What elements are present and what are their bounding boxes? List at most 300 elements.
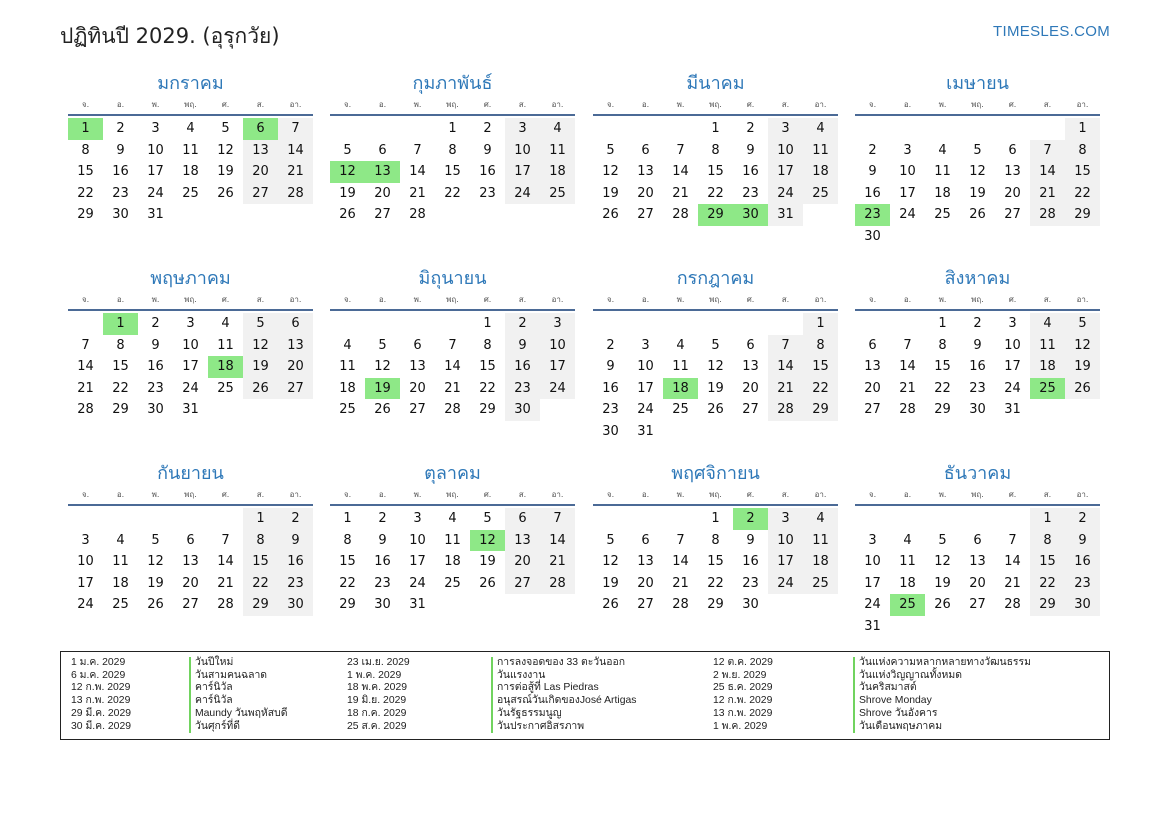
day-cell: 9	[278, 530, 313, 552]
weekday-label: ส.	[781, 490, 790, 499]
legend-holiday-name: วันศุกร์ที่ดี	[195, 720, 241, 732]
day-cell: 22	[803, 378, 838, 400]
empty-cell	[103, 508, 138, 530]
weekday-label: ส.	[781, 100, 790, 109]
day-cell: 3	[641, 337, 650, 353]
day-cell: 5	[243, 313, 278, 335]
day-cell: 9	[378, 532, 387, 548]
empty-cell	[890, 313, 925, 335]
month-name: ธันวาคม	[943, 463, 1012, 484]
day-cell: 16	[479, 164, 496, 180]
legend-date: 19 มิ.ย. 2029	[347, 695, 407, 707]
empty-cell	[995, 508, 1030, 530]
day-cell: 13	[1004, 164, 1021, 180]
day-cell: 14	[540, 530, 575, 552]
day-cell: 22	[1065, 183, 1100, 205]
day-cell: 17	[182, 359, 199, 375]
day-cell: 9	[1065, 530, 1100, 552]
day-cell: 30	[969, 402, 986, 418]
weekday-label: ส.	[256, 490, 265, 499]
legend-holiday-name: วันประกาศอิสรภาพ	[497, 720, 585, 732]
weekday-label: พ.	[413, 490, 422, 499]
day-grid	[855, 508, 1100, 638]
day-cell: 23	[1065, 573, 1100, 595]
day-cell: 28	[768, 399, 803, 421]
day-cell: 19	[969, 185, 986, 201]
day-cell: 29	[1030, 594, 1065, 616]
day-cell: 21	[672, 185, 689, 201]
day-cell: 25	[672, 402, 689, 418]
day-cell: 16	[602, 380, 619, 396]
day-cell: 14	[1030, 161, 1065, 183]
weekday-label: พ.	[676, 295, 685, 304]
day-cell: 5	[343, 142, 352, 158]
day-cell: 24	[505, 183, 540, 205]
weekday-header	[330, 486, 575, 506]
empty-cell	[768, 313, 803, 335]
day-cell: 8	[1065, 140, 1100, 162]
day-cell: 18	[803, 161, 838, 183]
weekday-header	[68, 486, 313, 506]
weekday-label: อา.	[289, 295, 302, 304]
day-cell: 20	[409, 380, 426, 396]
day-grid	[593, 313, 838, 443]
day-cell: 30	[602, 423, 619, 439]
day-cell: 15	[707, 164, 724, 180]
day-cell: 20	[1004, 185, 1021, 201]
empty-cell	[855, 508, 890, 530]
month-block	[855, 267, 1100, 421]
weekday-label: ศ.	[221, 295, 230, 304]
brand-link[interactable]: TIMESLES.COM	[993, 23, 1110, 40]
weekday-label: ศ.	[483, 490, 492, 499]
day-cell: 10	[1004, 337, 1021, 353]
month-block	[330, 72, 575, 226]
day-cell: 23	[742, 575, 759, 591]
day-cell: 1	[1065, 118, 1100, 140]
legend-names-col-1	[189, 657, 287, 733]
day-cell: 12	[707, 359, 724, 375]
day-cell: 20	[864, 380, 881, 396]
day-cell: 5	[221, 121, 230, 136]
day-cell: 20	[742, 380, 759, 396]
empty-cell	[628, 508, 663, 530]
weekday-label: จ.	[606, 490, 615, 499]
day-cell: 27	[969, 597, 986, 613]
day-cell: 16	[505, 356, 540, 378]
day-cell: 23	[112, 185, 129, 201]
day-cell: 20	[278, 356, 313, 378]
day-cell: 21	[278, 161, 313, 183]
legend-date: 12 ก.พ. 2029	[713, 695, 773, 707]
weekday-label: อ.	[903, 295, 912, 304]
day-cell: 12	[243, 335, 278, 357]
day-cell: 2	[606, 337, 615, 353]
day-cell: 21	[1030, 183, 1065, 205]
day-cell: 23	[479, 185, 496, 201]
weekday-label: พฤ.	[971, 490, 984, 499]
day-cell: 7	[676, 142, 685, 158]
weekday-label: ส.	[1043, 100, 1052, 109]
day-cell: 28	[672, 207, 689, 223]
day-cell: 9	[973, 337, 982, 353]
day-cell: 28	[1004, 597, 1021, 613]
day-cell: 30	[278, 594, 313, 616]
legend-names-col-3	[853, 657, 1031, 733]
day-cell: 12	[934, 554, 951, 570]
day-grid	[593, 118, 838, 226]
day-cell: 16	[742, 554, 759, 570]
day-cell: 27	[505, 573, 540, 595]
month-name: มกราคม	[157, 73, 224, 94]
day-cell: 15	[77, 164, 94, 180]
day-cell: 13	[742, 359, 759, 375]
day-cell: 30	[742, 597, 759, 613]
weekday-label: อ.	[116, 295, 125, 304]
day-cell: 28	[540, 573, 575, 595]
weekday-label: จ.	[606, 295, 615, 304]
day-cell: 10	[637, 359, 654, 375]
day-cell: 8	[448, 142, 457, 158]
day-cell: 28	[77, 402, 94, 418]
day-cell: 24	[864, 597, 881, 613]
weekday-label: จ.	[868, 490, 877, 499]
day-cell: 12	[602, 554, 619, 570]
weekday-label: อา.	[814, 295, 827, 304]
day-cell: 24	[409, 575, 426, 591]
weekday-label: อ.	[641, 100, 650, 109]
day-cell: 2	[378, 511, 387, 526]
day-cell: 16	[147, 359, 164, 375]
day-cell: 19	[339, 185, 356, 201]
day-cell: 22	[707, 575, 724, 591]
weekday-label: พฤ.	[184, 490, 197, 499]
day-cell: 27	[182, 597, 199, 613]
day-cell: 15	[1065, 161, 1100, 183]
day-cell: 21	[77, 380, 94, 396]
day-cell: 22	[243, 573, 278, 595]
empty-cell	[435, 313, 470, 335]
day-cell: 19	[602, 575, 619, 591]
day-cell: 30	[147, 402, 164, 418]
legend-holiday-name: Shrove วันอังคาร	[859, 707, 938, 719]
day-cell: 4	[1030, 313, 1065, 335]
month-name: มีนาคม	[686, 73, 745, 94]
day-cell: 31	[182, 402, 199, 418]
day-cell: 2	[483, 121, 492, 136]
day-cell: 5	[606, 532, 615, 548]
legend-dates-col-1	[71, 657, 131, 733]
day-cell: 1	[938, 316, 947, 331]
day-cell: 28	[444, 402, 461, 418]
day-cell: 25	[444, 575, 461, 591]
weekday-label: ศ.	[1008, 295, 1017, 304]
day-cell: 1	[343, 511, 352, 526]
day-cell: 21	[1004, 575, 1021, 591]
day-cell: 19	[934, 575, 951, 591]
day-cell: 18	[112, 575, 129, 591]
day-cell: 10	[147, 142, 164, 158]
weekday-label: อา.	[1076, 490, 1089, 499]
weekday-label: จ.	[606, 100, 615, 109]
day-cell: 25	[803, 573, 838, 595]
day-cell: 17	[899, 185, 916, 201]
holiday-day-cell: 1	[68, 118, 103, 140]
weekday-label: ศ.	[746, 295, 755, 304]
day-cell: 9	[151, 337, 160, 353]
weekday-label: อ.	[378, 295, 387, 304]
day-cell: 24	[147, 185, 164, 201]
weekday-label: ศ.	[746, 100, 755, 109]
weekday-label: อ.	[903, 100, 912, 109]
empty-cell	[663, 118, 698, 140]
day-cell: 28	[409, 207, 426, 223]
day-cell: 23	[374, 575, 391, 591]
day-cell: 26	[339, 207, 356, 223]
empty-cell	[890, 508, 925, 530]
day-cell: 2	[868, 142, 877, 158]
day-cell: 14	[768, 356, 803, 378]
day-cell: 3	[540, 313, 575, 335]
weekday-label: พฤ.	[971, 100, 984, 109]
day-cell: 26	[217, 185, 234, 201]
day-cell: 26	[707, 402, 724, 418]
day-cell: 23	[505, 378, 540, 400]
day-cell: 16	[969, 359, 986, 375]
day-cell: 23	[742, 185, 759, 201]
weekday-label: ศ.	[221, 100, 230, 109]
day-cell: 11	[672, 359, 689, 375]
weekday-label: พ.	[151, 295, 160, 304]
day-cell: 20	[969, 575, 986, 591]
weekday-label: อา.	[814, 100, 827, 109]
legend-date: 18 ก.ค. 2029	[347, 707, 407, 719]
month-name: เมษายน	[946, 73, 1009, 94]
weekday-header	[855, 486, 1100, 506]
empty-cell	[733, 313, 768, 335]
weekday-label: จ.	[81, 100, 90, 109]
day-grid	[330, 313, 575, 421]
day-cell: 16	[1065, 551, 1100, 573]
weekday-header	[68, 291, 313, 311]
empty-cell	[400, 313, 435, 335]
day-cell: 15	[707, 554, 724, 570]
day-grid	[68, 118, 313, 226]
day-cell: 17	[768, 161, 803, 183]
holiday-day-cell: 2	[733, 508, 768, 530]
day-cell: 9	[116, 142, 125, 158]
weekday-label: จ.	[868, 100, 877, 109]
day-cell: 14	[1004, 554, 1021, 570]
legend-holiday-name: วันแห่งความหลากหลายทางวัฒนธรรม	[859, 657, 1031, 668]
legend-date: 1 พ.ค. 2029	[347, 669, 402, 681]
weekday-label: อ.	[116, 100, 125, 109]
day-cell: 7	[221, 532, 230, 548]
holiday-day-cell: 30	[733, 204, 768, 226]
weekday-label: พ.	[938, 100, 947, 109]
day-cell: 24	[182, 380, 199, 396]
day-cell: 2	[1065, 508, 1100, 530]
day-cell: 7	[1008, 532, 1017, 548]
day-cell: 1	[711, 121, 720, 136]
day-cell: 25	[803, 183, 838, 205]
weekday-label: อ.	[641, 490, 650, 499]
holiday-legend	[60, 651, 1110, 740]
day-cell: 28	[1030, 204, 1065, 226]
empty-cell	[663, 313, 698, 335]
day-grid	[593, 508, 838, 616]
day-cell: 4	[221, 316, 230, 331]
day-cell: 2	[505, 313, 540, 335]
weekday-header	[593, 486, 838, 506]
legend-holiday-name: วันแรงงาน	[497, 669, 546, 681]
day-cell: 4	[540, 118, 575, 140]
day-cell: 29	[112, 402, 129, 418]
weekday-header	[593, 96, 838, 116]
day-cell: 29	[1065, 204, 1100, 226]
weekday-header	[593, 291, 838, 311]
empty-cell	[855, 313, 890, 335]
empty-cell	[365, 313, 400, 335]
empty-cell	[593, 118, 628, 140]
day-cell: 16	[278, 551, 313, 573]
day-cell: 20	[374, 185, 391, 201]
page-title: ปฏิทินปี 2029. (อุรุกวัย)	[60, 24, 280, 48]
day-cell: 11	[217, 337, 234, 353]
empty-cell	[138, 508, 173, 530]
day-cell: 4	[938, 142, 947, 158]
empty-cell	[68, 508, 103, 530]
weekday-label: อา.	[814, 490, 827, 499]
day-cell: 14	[217, 554, 234, 570]
day-cell: 21	[217, 575, 234, 591]
day-cell: 28	[672, 597, 689, 613]
day-cell: 8	[483, 337, 492, 353]
weekday-label: ส.	[518, 295, 527, 304]
day-cell: 2	[151, 316, 160, 331]
legend-dates-col-2	[347, 657, 410, 733]
holiday-day-cell: 12	[330, 161, 365, 183]
month-name: กุมภาพันธ์	[412, 73, 493, 94]
day-cell: 6	[1008, 142, 1017, 158]
empty-cell	[330, 118, 365, 140]
month-name: พฤศจิกายน	[671, 463, 760, 484]
day-cell: 31	[864, 618, 881, 634]
weekday-label: พ.	[676, 100, 685, 109]
day-cell: 15	[803, 356, 838, 378]
day-cell: 26	[243, 378, 278, 400]
weekday-label: จ.	[343, 100, 352, 109]
day-cell: 1	[243, 508, 278, 530]
empty-cell	[890, 118, 925, 140]
day-cell: 19	[1065, 356, 1100, 378]
day-cell: 4	[448, 511, 457, 526]
day-cell: 25	[182, 185, 199, 201]
day-cell: 13	[243, 140, 278, 162]
day-cell: 7	[448, 337, 457, 353]
weekday-label: ศ.	[483, 295, 492, 304]
day-cell: 24	[899, 207, 916, 223]
day-cell: 3	[768, 508, 803, 530]
day-cell: 12	[147, 554, 164, 570]
holiday-day-cell: 13	[365, 161, 400, 183]
legend-holiday-name: วันแห่งวิญญาณทั้งหมด	[859, 669, 962, 681]
day-cell: 19	[479, 554, 496, 570]
legend-date: 18 พ.ค. 2029	[347, 682, 408, 694]
weekday-label: ส.	[256, 295, 265, 304]
day-cell: 19	[707, 380, 724, 396]
day-cell: 4	[803, 508, 838, 530]
legend-date: 13 ก.พ. 2029	[71, 695, 131, 707]
day-cell: 18	[1030, 356, 1065, 378]
legend-holiday-name: วันคริสมาสต์	[859, 682, 917, 694]
day-cell: 15	[1030, 551, 1065, 573]
day-cell: 31	[637, 423, 654, 439]
day-cell: 8	[116, 337, 125, 353]
day-cell: 7	[278, 118, 313, 140]
legend-date: 6 ม.ค. 2029	[71, 669, 126, 681]
day-cell: 17	[147, 164, 164, 180]
legend-holiday-name: วันสามคนฉลาด	[195, 669, 268, 681]
day-cell: 8	[803, 335, 838, 357]
weekday-label: อา.	[1076, 295, 1089, 304]
day-cell: 6	[278, 313, 313, 335]
day-cell: 27	[243, 183, 278, 205]
day-cell: 31	[147, 207, 164, 223]
day-cell: 4	[343, 337, 352, 353]
day-cell: 12	[602, 164, 619, 180]
day-grid	[855, 118, 1100, 248]
day-cell: 17	[864, 575, 881, 591]
day-cell: 17	[409, 554, 426, 570]
day-cell: 24	[768, 183, 803, 205]
day-cell: 13	[637, 554, 654, 570]
day-cell: 11	[934, 164, 951, 180]
day-cell: 3	[81, 532, 90, 548]
day-cell: 6	[378, 142, 387, 158]
month-name: ตุลาคม	[424, 463, 481, 484]
weekday-label: พ.	[938, 490, 947, 499]
day-cell: 11	[899, 554, 916, 570]
weekday-label: จ.	[343, 490, 352, 499]
weekday-label: พฤ.	[709, 490, 722, 499]
day-cell: 4	[803, 118, 838, 140]
empty-cell	[68, 313, 103, 335]
weekday-label: จ.	[868, 295, 877, 304]
day-cell: 26	[602, 597, 619, 613]
weekday-label: ส.	[518, 490, 527, 499]
day-cell: 12	[374, 359, 391, 375]
day-cell: 10	[899, 164, 916, 180]
legend-dates-col-3	[713, 657, 773, 733]
day-cell: 29	[243, 594, 278, 616]
weekday-label: พ.	[413, 295, 422, 304]
day-cell: 2	[116, 121, 125, 136]
weekday-label: ส.	[781, 295, 790, 304]
day-cell: 18	[899, 575, 916, 591]
day-cell: 3	[413, 511, 422, 526]
legend-date: 25 ธ.ค. 2029	[713, 682, 773, 694]
empty-cell	[593, 313, 628, 335]
empty-cell	[593, 508, 628, 530]
weekday-label: ส.	[1043, 295, 1052, 304]
day-cell: 22	[479, 380, 496, 396]
day-cell: 25	[217, 380, 234, 396]
day-cell: 28	[899, 402, 916, 418]
weekday-label: ศ.	[1008, 100, 1017, 109]
month-name: กันยายน	[157, 463, 224, 484]
day-cell: 27	[864, 402, 881, 418]
